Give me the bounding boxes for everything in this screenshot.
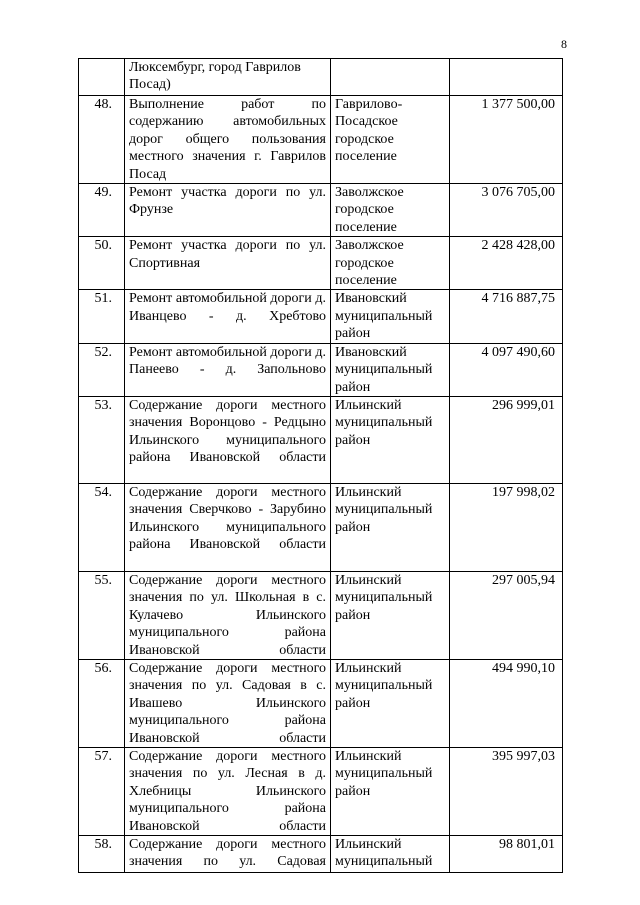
- recipient: Ильинский муниципальный район: [331, 571, 450, 659]
- amount: 197 998,02: [450, 483, 563, 571]
- work-description: Ремонт участка дороги по ул. Фрунзе: [125, 184, 331, 237]
- table-row: [79, 747, 563, 835]
- table-row: [79, 184, 563, 237]
- recipient: Заволжское городское поселение: [331, 237, 450, 290]
- row-number: 51.: [79, 290, 125, 343]
- amount: 395 997,03: [450, 747, 563, 835]
- work-description: Содержание дороги местного значения по ул. Садовая: [125, 836, 331, 873]
- amount: 1 377 500,00: [450, 96, 563, 184]
- table-row: [79, 96, 563, 184]
- recipient: Ильинский муниципальный район: [331, 659, 450, 747]
- recipient: Ивановский муниципальный район: [331, 343, 450, 396]
- recipient: [331, 59, 450, 96]
- row-number: 54.: [79, 483, 125, 571]
- row-number: 48.: [79, 96, 125, 184]
- table-row: [79, 659, 563, 747]
- amount: 297 005,94: [450, 571, 563, 659]
- work-description: Ремонт автомобильной дороги д. Панеево - д. Запольново: [125, 343, 331, 396]
- work-description: Содержание дороги местного значения по ул. Садовая в с. Ивашево Ильинского муниципального района Ивановской области: [125, 659, 331, 747]
- work-description: Ремонт участка дороги по ул. Спортивная: [125, 237, 331, 290]
- amount: 4 716 887,75: [450, 290, 563, 343]
- amount: 494 990,10: [450, 659, 563, 747]
- table-row: [79, 343, 563, 396]
- row-number: 50.: [79, 237, 125, 290]
- table-row: [79, 237, 563, 290]
- amount: 296 999,01: [450, 396, 563, 483]
- recipient: Ильинский муниципальный: [331, 836, 450, 873]
- budget-allocation-table: [78, 58, 563, 873]
- work-description: Люксембург, город Гаврилов Посад): [125, 59, 331, 96]
- recipient: Ильинский муниципальный район: [331, 396, 450, 483]
- row-number: 52.: [79, 343, 125, 396]
- recipient: Ивановский муниципальный район: [331, 290, 450, 343]
- recipient: Заволжское городское поселение: [331, 184, 450, 237]
- table-row: [79, 483, 563, 571]
- table-row: [79, 396, 563, 483]
- row-number: [79, 59, 125, 96]
- recipient: Ильинский муниципальный район: [331, 483, 450, 571]
- row-number: 55.: [79, 571, 125, 659]
- amount: 98 801,01: [450, 836, 563, 873]
- work-description: Содержание дороги местного значения по ул. Школьная в с. Кулачево Ильинского муниципального района Ивановской области: [125, 571, 331, 659]
- table-row: [79, 290, 563, 343]
- table-row: [79, 59, 563, 96]
- row-number: 57.: [79, 747, 125, 835]
- work-description: Содержание дороги местного значения Воронцово - Редцыно Ильинского муниципального района Ивановской области: [125, 396, 331, 483]
- table-row: [79, 836, 563, 873]
- work-description: Ремонт автомобильной дороги д. Иванцево - д. Хребтово: [125, 290, 331, 343]
- recipient: Гаврилово-Посадское городское поселение: [331, 96, 450, 184]
- recipient: Ильинский муниципальный район: [331, 747, 450, 835]
- amount: 2 428 428,00: [450, 237, 563, 290]
- work-description: Содержание дороги местного значения Сверчково - Зарубино Ильинского муниципального района Ивановской области: [125, 483, 331, 571]
- row-number: 53.: [79, 396, 125, 483]
- table-body: [79, 59, 563, 873]
- table-row: [79, 571, 563, 659]
- row-number: 58.: [79, 836, 125, 873]
- page-number: 8: [561, 37, 567, 51]
- row-number: 56.: [79, 659, 125, 747]
- amount: 4 097 490,60: [450, 343, 563, 396]
- work-description: Содержание дороги местного значения по ул. Лесная в д. Хлебницы Ильинского муниципального района Ивановской области: [125, 747, 331, 835]
- row-number: 49.: [79, 184, 125, 237]
- amount: [450, 59, 563, 96]
- amount: 3 076 705,00: [450, 184, 563, 237]
- work-description: Выполнение работ по содержанию автомобильных дорог общего пользования местного значения г. Гаврилов Посад: [125, 96, 331, 184]
